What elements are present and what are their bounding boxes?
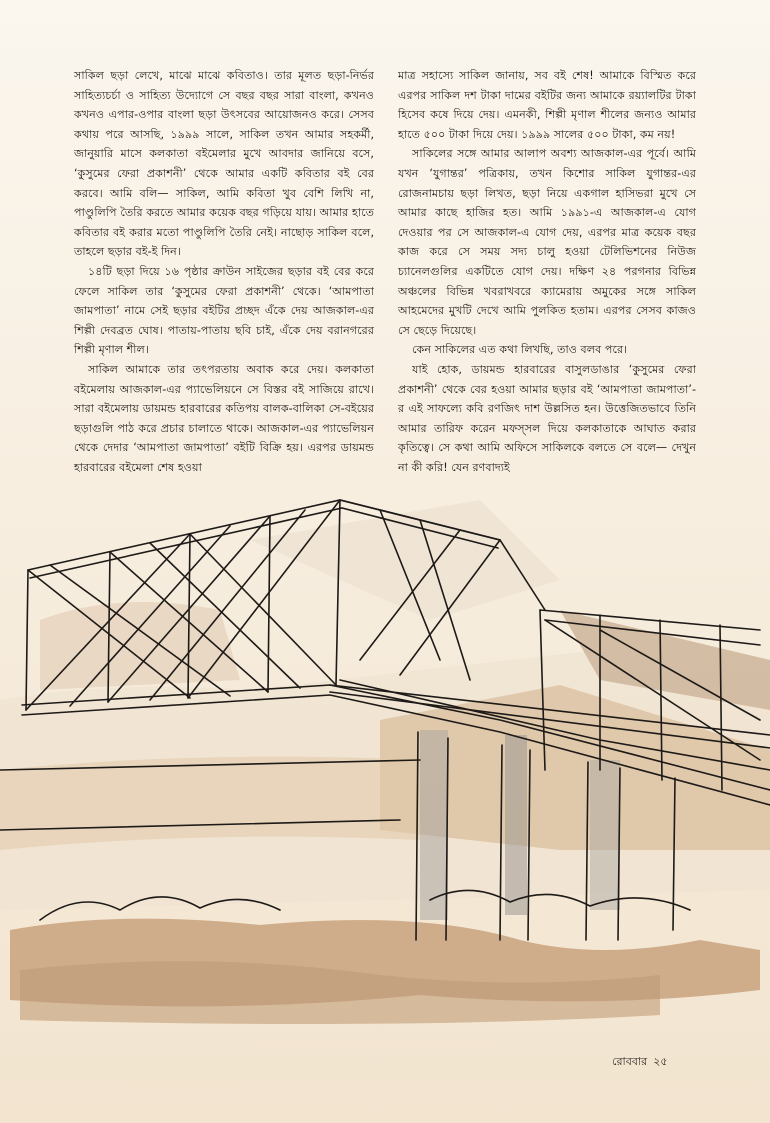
article-paragraph: মাত্র সহাস্যে সাকিল জানায়, সব বই শেষ! আমাকে বিস্মিত করে এরপর সাকিল দশ টাকা দামের বইটির জন্য আমাকে রয়্যালটির টাকা হিসেব কষে দিয়ে দেয়। এমনকী, শিল্পী মৃণাল শীলের জন্যও আমার হাতে ৫০০ টাকা দিয়ে দেয়। ১৯৯৯ সালের ৫০০ টাকা, কম নয়! — [398, 69, 696, 141]
page-number: ২৫ — [653, 1055, 668, 1068]
article-paragraph: সাকিল ছড়া লেখে, মাঝে মাঝে কবিতাও। তার মূলত ছড়া-নির্ভর সাহিত্যচর্চা ও সাহিত্য উদ্যোগে সে বছর বছর সারা বাংলা, কখনও কখনও এপার-ওপার বাংলা ছড়া উৎসবের আয়োজনও করে। সেসব কথায় পরে আসছি, ১৯৯৯ সালে, সাকিল তখন আমার সহকর্মী, জানুয়ারি মাসে কলকাতা বইমেলার মুখে আবদার জানিয়ে বসে, ‘কুসুমের ফেরা প্রকাশনী’ থেকে আমার একটি কবিতার বই বের করবে। আমি বলি— সাকিল, আমি কবিতা খুব বেশি লিখি না, পাণ্ডুলিপি তৈরি করতে আমার কয়েক বছর গড়িয়ে যায়। আমার হাতে কবিতার বই করার মতো পাণ্ডুলিপি তৈরি নেই। নাছোড় সাকিল বলে, তাহলে ছড়ার বই-ই দিন। — [74, 69, 374, 259]
article-paragraph: যাই হোক, ডায়মন্ড হারবারের বাসুলডাঙার ‘কুসুমের ফেরা প্রকাশনী’ থেকে বের হওয়া আমার ছড়ার বই ‘আমপাতা জামপাতা’-র এই সাফল্যে কবি রণজিৎ দাশ উল্লসিত হন। উত্তেজিতভাবে তিনি আমার তারিফ করেন মফস্সল দিয়ে কলকাতাকে আঘাত করার কৃতিত্বে। সে কথা আমি অফিসে সাকিলকে বলতে সে বলে— দেখুন না কী করি! যেন রণবাদ্যই — [398, 362, 696, 474]
watercolor-wash — [0, 500, 770, 1024]
page-footer — [612, 1053, 674, 1072]
article-paragraph: সাকিলের সঙ্গে আমার আলাপ অবশ্য আজকাল-এর পূর্বে। আমি যখন ‘যুগান্তর’ পত্রিকায়, তখন কিশোর সাকিল যুগান্তর-এর রোজনামচায় ছড়া লিখত, ছড়া নিয়ে একগাল হাসিভরা মুখে সে আমার কাছে হাজির হত। আমি ১৯৯১-এ আজকাল-এ যোগ দেওয়ার পর সে আজকাল-এ যোগ দেয়, এরপর মাত্র কয়েক বছর কাজ করে সে সময় সদ্য চালু হওয়া টেলিভিশনের নিউজ চ্যানেলগুলির একটিতে যোগ দেয়। দক্ষিণ ২৪ পরগনার বিভিন্ন অঞ্চলের বিভিন্ন খবরাখবরে ক্যামেরায় অমুকের সঙ্গে সাকিল আহমেদের মুখটি দেখে আমি পুলকিত হতাম। এরপর সেসব কাজও সে ছেড়ে দিয়েছে। — [398, 147, 696, 337]
article-paragraph: সাকিল আমাকে তার তৎপরতায় অবাক করে দেয়। কলকাতা বইমেলায় আজকাল-এর প্যাভেলিয়নে সে বিস্তর বই সাজিয়ে রাখে। সারা বইমেলায় ডায়মন্ড হারবারের কতিপয় বালক-বালিকা সে-বইয়ের ছড়াগুলি পাঠ করে প্রচার চালাতে থাকে। আজকাল-এর প্যাভেলিয়ন থেকে দেদার ‘আমপাতা জামপাতা’ বইটি বিক্রি হয়। এরপর ডায়মন্ড হারবারের বইমেলা শেষ হওয়া — [74, 362, 374, 474]
article-paragraph: ১৪টি ছড়া দিয়ে ১৬ পৃষ্ঠার ক্রাউন সাইজের ছড়ার বই বের করে ফেলে সাকিল তার ‘কুসুমের ফেরা প্রকাশনী’ থেকে। ‘আমপাতা জামপাতা’ নামে সেই ছড়ার বইটির প্রচ্ছদ এঁকে দেয় আজকাল-এর শিল্পী দেবব্রত ঘোষ। পাতায়-পাতায় ছবি চাই, এঁকে দেয় বরানগরের শিল্পী মৃণাল শীল। — [74, 264, 374, 357]
magazine-name: রোববার — [612, 1055, 648, 1068]
article-right-column — [398, 66, 696, 477]
article-left-column — [74, 66, 374, 477]
article-paragraph: কেন সাকিলের এত কথা লিখছি, তাও বলব পরে। — [412, 343, 628, 357]
bridge-sketch-illustration — [0, 470, 770, 1040]
